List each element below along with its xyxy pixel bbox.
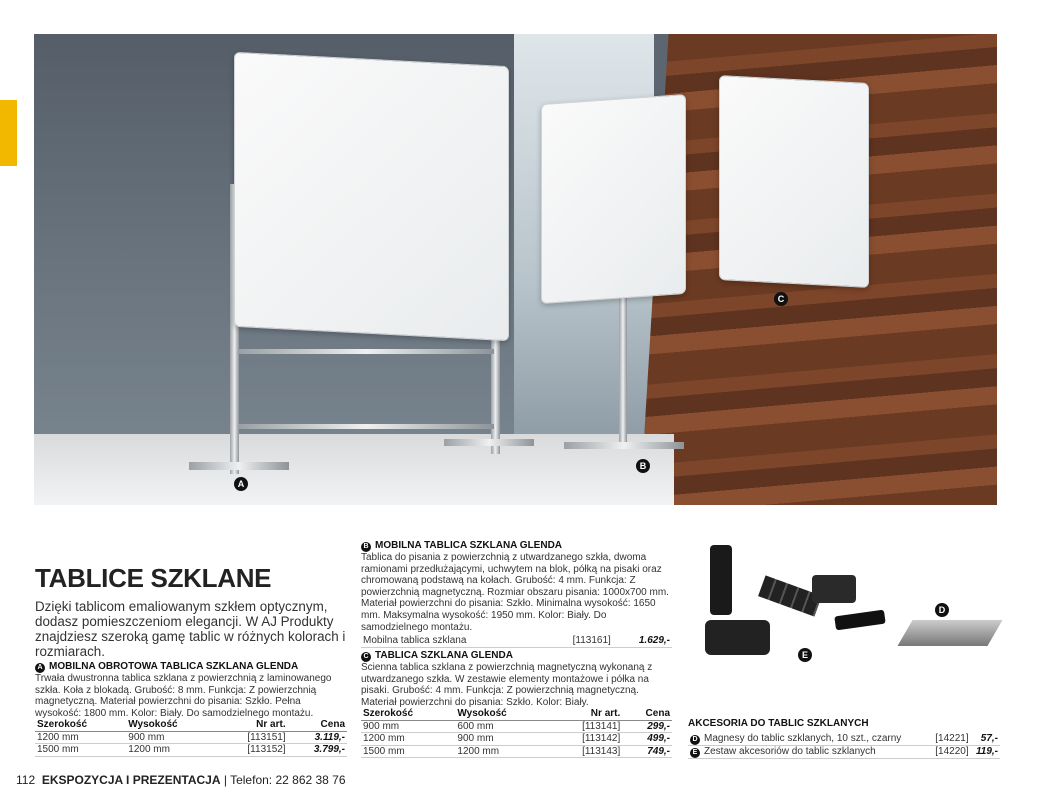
cell: 1200 mm	[455, 745, 548, 757]
badge-d-icon: D	[690, 735, 700, 745]
section-c	[361, 650, 672, 758]
stand-foot	[444, 439, 534, 446]
eraser	[812, 575, 856, 603]
table-row	[688, 746, 1000, 759]
price: 119,-	[971, 746, 1000, 759]
price: 3.799,-	[288, 744, 347, 756]
whiteboard-c	[719, 75, 869, 288]
section-a	[35, 661, 347, 757]
price: 749,-	[622, 745, 672, 757]
page-footer	[16, 773, 346, 787]
cell: [113141]	[549, 720, 623, 732]
col-width: Szerokość	[361, 708, 455, 720]
col-price: Cena	[288, 719, 347, 731]
table-row	[361, 635, 672, 647]
cloth	[705, 620, 770, 655]
magnet-box	[897, 620, 1002, 646]
cell: 900 mm	[455, 733, 548, 745]
table-row	[361, 720, 672, 732]
cell: Magnesy do tablic szklanych, 10 szt., czarny	[702, 733, 929, 746]
section-c-title	[361, 650, 672, 662]
section-a-heading: MOBILNA OBROTOWA TABLICA SZKLANA GLENDA	[49, 661, 299, 672]
col-art: Nr art.	[216, 719, 287, 731]
section-a-table	[35, 719, 347, 756]
cell: Zestaw akcesoriów do tablic szklanych	[702, 746, 929, 759]
price: 3.119,-	[288, 731, 347, 743]
price: 57,-	[971, 733, 1000, 746]
badge-e-icon: E	[690, 748, 700, 758]
section-b	[361, 540, 672, 648]
col-height: Wysokość	[126, 719, 216, 731]
cell: [113143]	[549, 745, 623, 757]
page-number: 112	[16, 773, 36, 787]
col-width: Szerokość	[35, 719, 126, 731]
badge-b-icon: B	[361, 542, 371, 552]
eraser-pad	[834, 610, 885, 631]
table-row	[688, 733, 1000, 746]
cell: 1200 mm	[35, 731, 126, 743]
section-a-desc: Trwała dwustronna tablica szklana z powierzchnią z laminowanego szkła. Koła z blokadą. Grubość: 8 mm. Funkcja: Z powierzchnią magnetyczną. Materiał powierzchni do pisania: Szkło. Pełna wysokość: 1800 mm. Kolor: Biały. Do samodzielnego montażu.	[35, 673, 332, 719]
accessories-title: AKCESORIA DO TABLIC SZKLANYCH	[688, 718, 869, 729]
stand-bar	[239, 424, 494, 429]
table-row	[361, 733, 672, 745]
cell: 1200 mm	[361, 733, 455, 745]
badge-a-icon: A	[35, 663, 45, 673]
label-a: A	[234, 477, 248, 491]
section-b-desc: Tablica do pisania z powierzchnią z utwardzanego szkła, dwoma ramionami przedłużającymi, uchwytem na blok, półką na pisaki oraz chromowaną podstawą na kołach. Grubość: 4 mm. Funkcja: Z powierzchnią magnetyczną. Rozmiar obszaru pisania: 1000x700 mm. Materiał powierzchni do pisania: Szkło. Minimalna wysokość: 1650 mm. Maksymalna wysokość: 1950 mm. Kolor: Biały. Do samodzielnego montażu.	[361, 552, 669, 633]
cell: [14220]	[929, 746, 971, 759]
footer-phone: | Telefon: 22 862 38 76	[223, 773, 346, 787]
product-photo	[34, 34, 997, 505]
accessories	[688, 718, 1000, 759]
section-b-title	[361, 540, 672, 552]
badge-c-icon: C	[361, 652, 371, 662]
accessories-table	[688, 733, 1000, 759]
whiteboard-b	[541, 94, 686, 304]
cell: [113152]	[216, 744, 287, 756]
section-a-title	[35, 661, 347, 673]
spray-bottle	[710, 545, 732, 615]
cell: [113151]	[216, 731, 287, 743]
cell: 1500 mm	[35, 744, 126, 756]
stand-foot	[189, 462, 289, 470]
page-title: TABLICE SZKLANE	[35, 563, 272, 593]
cell: [113161]	[542, 635, 613, 647]
stand-bar	[239, 349, 494, 354]
col-price: Cena	[622, 708, 672, 720]
whiteboard-a	[234, 52, 509, 341]
table-row	[35, 744, 347, 756]
section-b-heading: MOBILNA TABLICA SZKLANA GLENDA	[375, 540, 563, 551]
stand-pole	[619, 284, 627, 444]
label-c: C	[774, 292, 788, 306]
section-c-heading: TABLICA SZKLANA GLENDA	[375, 650, 513, 661]
cell: [14221]	[929, 733, 971, 746]
label-d: D	[935, 603, 949, 617]
section-c-table	[361, 708, 672, 758]
cell: 900 mm	[126, 731, 216, 743]
section-b-table	[361, 635, 672, 647]
cell: 1200 mm	[126, 744, 216, 756]
cell: [113142]	[549, 733, 623, 745]
section-c-desc: Ścienna tablica szklana z powierzchnią magnetyczną wykonaną z utwardzanego szkła. W zestawie elementy montażowe i półka na pisaki. Grubość: 4 mm. Funkcja: Z powierzchnią magnetyczną. Materiał powierzchni do pisania: Szkło. Kolor: Biały.	[361, 662, 653, 708]
accessories-photo	[690, 535, 1000, 665]
label-b: B	[636, 459, 650, 473]
cell: 1500 mm	[361, 745, 455, 757]
label-e: E	[798, 648, 812, 662]
price: 1.629,-	[613, 635, 672, 647]
cell: 900 mm	[361, 720, 455, 732]
col-height: Wysokość	[455, 708, 548, 720]
table-row	[35, 731, 347, 743]
footer-section: EKSPOZYCJA I PREZENTACJA	[41, 773, 221, 787]
intro-text: Dzięki tablicom emaliowanym szkłem optycznym, dodasz pomieszczeniom elegancji. W AJ Produkty znajdziesz szeroką gamę tablic w różnych kolorach i rozmiarach.	[35, 599, 346, 659]
cell: 600 mm	[455, 720, 548, 732]
stand-foot	[564, 442, 684, 449]
col-art: Nr art.	[549, 708, 623, 720]
cell: Mobilna tablica szklana	[361, 635, 542, 647]
table-row	[361, 745, 672, 757]
price: 299,-	[622, 720, 672, 732]
section-tab	[0, 100, 17, 166]
price: 499,-	[622, 733, 672, 745]
